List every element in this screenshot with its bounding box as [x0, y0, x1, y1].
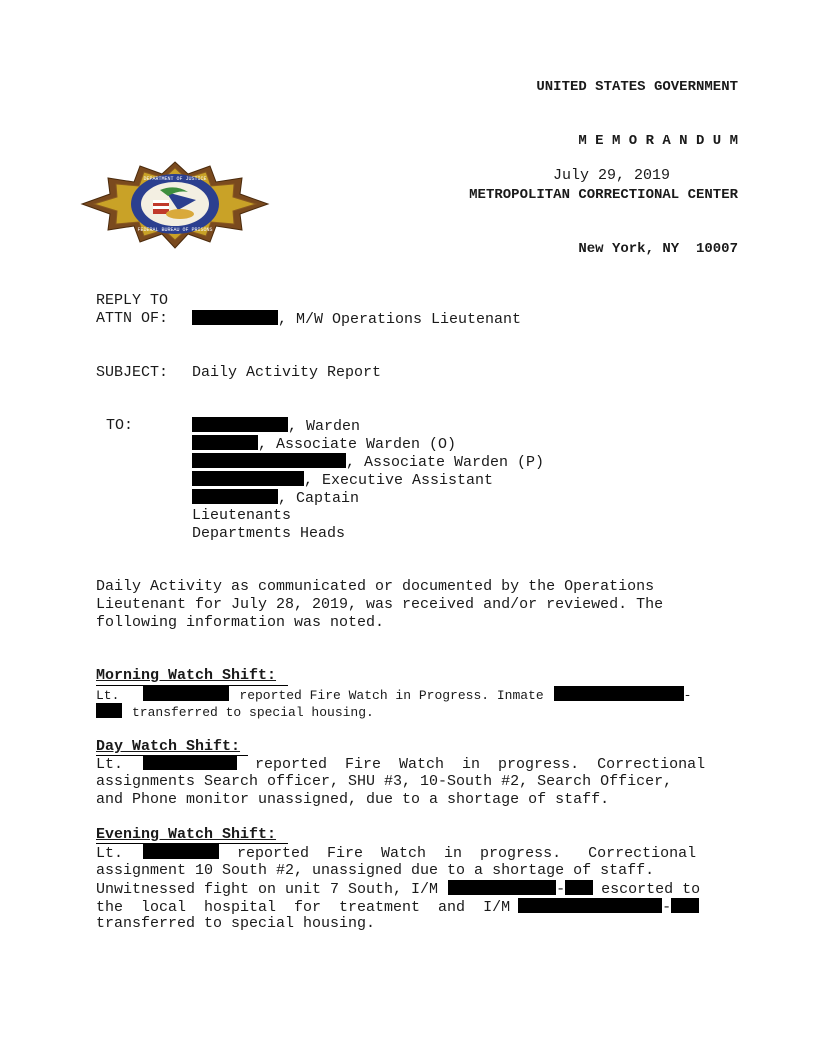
to-label: TO: — [106, 417, 134, 434]
recipient-aw-p — [192, 453, 544, 472]
redaction — [143, 686, 229, 701]
recipient-title: , Warden — [288, 418, 361, 435]
hyphen: - — [662, 899, 672, 916]
subject-text: Daily Activity Report — [192, 364, 382, 381]
redaction — [192, 417, 288, 432]
intro-line: Daily Activity as communicated or documented by the Operations — [96, 578, 655, 595]
morning-watch-heading: Morning Watch Shift: — [96, 667, 277, 684]
evening-watch-heading: Evening Watch Shift: — [96, 826, 277, 843]
letterhead-city: New York, NY 10007 — [578, 241, 738, 257]
attn-of-line — [192, 310, 521, 329]
recipient-captain — [192, 489, 359, 508]
attn-of-label: ATTN OF: — [96, 310, 169, 327]
evening-line-5: transferred to special housing. — [96, 915, 376, 932]
redaction — [143, 755, 237, 770]
redaction — [192, 310, 278, 325]
evening-text: escorted to — [601, 881, 701, 898]
redaction — [565, 880, 593, 895]
recipient-warden — [192, 417, 360, 436]
seal-text-bottom: FEDERAL BUREAU OF PRISONS — [137, 227, 213, 233]
evening-text: reported Fire Watch in progress. Correctional — [237, 845, 697, 862]
recipient-title: , Captain — [278, 490, 360, 507]
evening-line-3 — [96, 880, 700, 899]
redaction — [192, 471, 304, 486]
redaction — [192, 435, 258, 450]
reply-to-label: REPLY TO — [96, 292, 169, 309]
recipient-title: , Associate Warden (O) — [258, 436, 457, 453]
lt-label: Lt. — [96, 756, 124, 773]
evening-text: Unwitnessed fight on unit 7 South, I/M — [96, 881, 439, 898]
day-line-1 — [96, 755, 705, 774]
bureau-of-prisons-seal-icon — [80, 160, 270, 250]
intro-line: Lieutenant for July 28, 2019, was received and/or reviewed. The — [96, 596, 664, 613]
evening-line-1 — [96, 844, 696, 863]
recipient-aw-o — [192, 435, 456, 454]
recipient-exec-assistant — [192, 471, 493, 490]
hyphen: - — [556, 881, 566, 898]
recipient-title: , Associate Warden (P) — [346, 454, 545, 471]
subject-label: SUBJECT: — [96, 364, 169, 381]
day-line-3: and Phone monitor unassigned, due to a shortage of staff. — [96, 791, 610, 808]
memo-date: July 29, 2019 — [553, 167, 671, 184]
seal-text-top: DEPARTMENT OF JUSTICE — [143, 176, 207, 182]
day-line-2: assignments Search officer, SHU #3, 10-South #2, Search Officer, — [96, 773, 673, 790]
morning-text: transferred to special housing. — [132, 705, 374, 720]
letterhead-memorandum: M E M O R A N D U M — [578, 133, 738, 149]
morning-text: reported Fire Watch in Progress. Inmate — [239, 688, 544, 703]
letterhead-government: UNITED STATES GOVERNMENT — [536, 79, 738, 95]
morning-line-2 — [96, 703, 374, 722]
redaction — [518, 898, 662, 913]
attn-of-role: , M/W Operations Lieutenant — [278, 311, 522, 328]
evening-text: the local hospital for treatment and I/M — [96, 899, 511, 916]
recipient-title: , Executive Assistant — [304, 472, 494, 489]
recipient-department-heads: Departments Heads — [192, 525, 346, 542]
redaction — [192, 489, 278, 504]
evening-line-2: assignment 10 South #2, unassigned due to a shortage of staff. — [96, 862, 655, 879]
lt-label: Lt. — [96, 688, 120, 703]
day-text: reported Fire Watch in progress. Correctional — [255, 756, 706, 773]
lt-label: Lt. — [96, 845, 124, 862]
day-watch-heading: Day Watch Shift: — [96, 738, 241, 755]
recipient-lieutenants: Lieutenants — [192, 507, 292, 524]
redaction — [143, 844, 219, 859]
hyphen: - — [683, 688, 692, 703]
redaction — [96, 703, 122, 718]
redaction — [554, 686, 684, 701]
redaction — [671, 898, 699, 913]
intro-line: following information was noted. — [96, 614, 385, 631]
redaction — [448, 880, 556, 895]
redaction — [192, 453, 346, 468]
letterhead-institution: METROPOLITAN CORRECTIONAL CENTER — [469, 187, 738, 203]
